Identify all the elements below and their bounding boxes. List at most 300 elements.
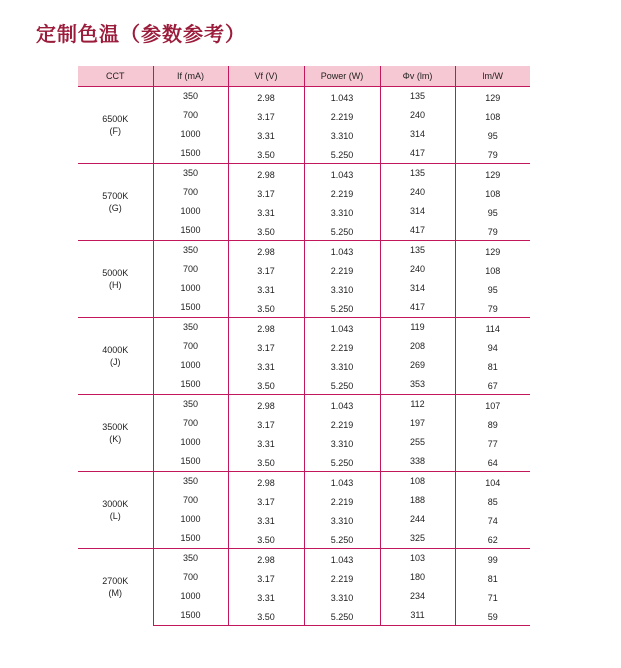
- table-row: [78, 394, 530, 414]
- power-value: 5.250: [330, 458, 354, 468]
- vf-cell: [228, 298, 304, 318]
- vf-value: 3.50: [257, 535, 275, 545]
- table-row: [78, 471, 530, 491]
- if-cell: [153, 106, 228, 125]
- efficacy-cell: [455, 548, 530, 568]
- vf-value: 3.50: [257, 150, 275, 160]
- efficacy-cell: [455, 452, 530, 472]
- power-cell: [304, 240, 380, 260]
- efficacy-value: 104: [485, 478, 501, 488]
- vf-value: 3.50: [257, 612, 275, 622]
- efficacy-value: 95: [487, 285, 498, 295]
- if-value: 1000: [180, 360, 201, 370]
- power-value: 1.043: [330, 93, 354, 103]
- if-cell: [153, 183, 228, 202]
- power-value: 2.219: [330, 420, 354, 430]
- if-value: 1500: [180, 456, 201, 466]
- header-vf: Vf (V): [228, 66, 304, 86]
- efficacy-cell: [455, 568, 530, 587]
- efficacy-value: 81: [487, 362, 498, 372]
- power-cell: [304, 394, 380, 414]
- if-cell: [153, 452, 228, 472]
- if-cell: [153, 510, 228, 529]
- table-row: [78, 317, 530, 337]
- flux-cell: [380, 587, 455, 606]
- vf-value: 3.31: [257, 593, 275, 603]
- if-cell: [153, 471, 228, 491]
- efficacy-value: 77: [487, 439, 498, 449]
- if-cell: [153, 260, 228, 279]
- power-cell: [304, 86, 380, 106]
- if-value: 350: [182, 245, 199, 255]
- power-cell: [304, 125, 380, 144]
- power-value: 5.250: [330, 304, 354, 314]
- efficacy-value: 108: [485, 112, 501, 122]
- flux-value: 314: [409, 129, 426, 139]
- efficacy-cell: [455, 86, 530, 106]
- if-value: 700: [182, 110, 199, 120]
- if-cell: [153, 163, 228, 183]
- vf-cell: [228, 587, 304, 606]
- vf-cell: [228, 183, 304, 202]
- power-cell: [304, 471, 380, 491]
- vf-cell: [228, 394, 304, 414]
- if-cell: [153, 125, 228, 144]
- efficacy-value: 59: [487, 612, 498, 622]
- efficacy-value: 108: [485, 266, 501, 276]
- flux-cell: [380, 510, 455, 529]
- flux-value: 108: [409, 476, 426, 486]
- efficacy-value: 71: [487, 593, 498, 603]
- vf-cell: [228, 260, 304, 279]
- vf-value: 2.98: [257, 170, 275, 180]
- vf-value: 3.17: [257, 574, 275, 584]
- power-cell: [304, 433, 380, 452]
- vf-cell: [228, 163, 304, 183]
- flux-value: 314: [409, 283, 426, 293]
- cct-cell: [78, 86, 153, 163]
- efficacy-cell: [455, 106, 530, 125]
- header-if: If (mA): [153, 66, 228, 86]
- flux-value: 197: [409, 418, 426, 428]
- efficacy-value: 62: [487, 535, 498, 545]
- power-value: 5.250: [330, 612, 354, 622]
- cct-value: 3000K: [102, 498, 129, 509]
- if-cell: [153, 375, 228, 395]
- power-cell: [304, 144, 380, 164]
- vf-cell: [228, 452, 304, 472]
- vf-value: 2.98: [257, 401, 275, 411]
- efficacy-cell: [455, 606, 530, 626]
- efficacy-value: 64: [487, 458, 498, 468]
- flux-cell: [380, 394, 455, 414]
- power-cell: [304, 106, 380, 125]
- power-cell: [304, 221, 380, 241]
- if-cell: [153, 298, 228, 318]
- vf-cell: [228, 414, 304, 433]
- if-value: 700: [182, 495, 199, 505]
- vf-cell: [228, 144, 304, 164]
- efficacy-cell: [455, 144, 530, 164]
- if-value: 1500: [180, 225, 201, 235]
- if-value: 700: [182, 572, 199, 582]
- flux-cell: [380, 606, 455, 626]
- flux-value: 240: [409, 187, 426, 197]
- flux-value: 188: [409, 495, 426, 505]
- power-value: 5.250: [330, 535, 354, 545]
- vf-value: 3.31: [257, 208, 275, 218]
- efficacy-cell: [455, 337, 530, 356]
- power-value: 3.310: [330, 131, 354, 141]
- vf-value: 3.17: [257, 497, 275, 507]
- power-value: 2.219: [330, 189, 354, 199]
- if-value: 1500: [180, 533, 201, 543]
- vf-cell: [228, 529, 304, 549]
- vf-cell: [228, 317, 304, 337]
- flux-cell: [380, 183, 455, 202]
- cct-code: (J): [110, 356, 121, 367]
- vf-cell: [228, 337, 304, 356]
- power-value: 3.310: [330, 362, 354, 372]
- power-cell: [304, 491, 380, 510]
- vf-cell: [228, 125, 304, 144]
- vf-cell: [228, 106, 304, 125]
- if-value: 1000: [180, 206, 201, 216]
- flux-cell: [380, 163, 455, 183]
- efficacy-cell: [455, 587, 530, 606]
- efficacy-cell: [455, 510, 530, 529]
- power-cell: [304, 587, 380, 606]
- flux-value: 119: [410, 322, 425, 332]
- flux-cell: [380, 529, 455, 549]
- efficacy-cell: [455, 414, 530, 433]
- vf-cell: [228, 356, 304, 375]
- vf-value: 3.31: [257, 131, 275, 141]
- if-cell: [153, 221, 228, 241]
- if-value: 700: [182, 264, 199, 274]
- header-flux: Φv (lm): [380, 66, 455, 86]
- if-value: 1500: [180, 302, 201, 312]
- flux-value: 311: [410, 610, 425, 620]
- power-value: 2.219: [330, 343, 354, 353]
- vf-value: 2.98: [257, 555, 275, 565]
- efficacy-value: 129: [485, 247, 501, 257]
- vf-cell: [228, 202, 304, 221]
- cct-value: 5000K: [102, 267, 129, 278]
- power-value: 2.219: [330, 112, 354, 122]
- flux-value: 244: [409, 514, 426, 524]
- vf-value: 3.17: [257, 189, 275, 199]
- if-value: 1000: [180, 437, 201, 447]
- cct-value: 3500K: [102, 421, 129, 432]
- flux-value: 353: [409, 379, 426, 389]
- efficacy-value: 67: [487, 381, 498, 391]
- efficacy-cell: [455, 163, 530, 183]
- efficacy-value: 94: [487, 343, 498, 353]
- vf-cell: [228, 568, 304, 587]
- efficacy-value: 89: [487, 420, 498, 430]
- power-value: 1.043: [330, 478, 354, 488]
- flux-cell: [380, 337, 455, 356]
- flux-value: 112: [410, 399, 425, 409]
- if-cell: [153, 240, 228, 260]
- if-value: 350: [182, 399, 199, 409]
- cct-code: (G): [108, 202, 122, 213]
- power-cell: [304, 452, 380, 472]
- vf-cell: [228, 548, 304, 568]
- header-cct: CCT: [78, 66, 153, 86]
- if-cell: [153, 414, 228, 433]
- cct-code: (F): [109, 125, 121, 136]
- if-value: 1500: [180, 379, 201, 389]
- table-row: [78, 548, 530, 568]
- flux-value: 135: [409, 245, 426, 255]
- vf-value: 3.31: [257, 285, 275, 295]
- vf-cell: [228, 375, 304, 395]
- flux-value: 417: [409, 148, 426, 158]
- power-value: 2.219: [330, 497, 354, 507]
- efficacy-value: 95: [487, 208, 498, 218]
- if-value: 350: [182, 553, 199, 563]
- efficacy-cell: [455, 375, 530, 395]
- if-cell: [153, 491, 228, 510]
- cct-cell: [78, 471, 153, 548]
- cct-value: 2700K: [102, 575, 129, 586]
- power-cell: [304, 356, 380, 375]
- vf-cell: [228, 606, 304, 626]
- flux-value: 234: [409, 591, 426, 601]
- power-value: 3.310: [330, 516, 354, 526]
- if-value: 350: [182, 476, 199, 486]
- flux-value: 338: [409, 456, 426, 466]
- table-row: [78, 86, 530, 106]
- if-value: 700: [182, 418, 199, 428]
- efficacy-cell: [455, 202, 530, 221]
- flux-cell: [380, 144, 455, 164]
- efficacy-cell: [455, 298, 530, 318]
- cct-code: (M): [108, 587, 122, 598]
- flux-cell: [380, 414, 455, 433]
- efficacy-value: 81: [487, 574, 498, 584]
- efficacy-value: 74: [487, 516, 498, 526]
- vf-cell: [228, 510, 304, 529]
- efficacy-value: 129: [485, 170, 501, 180]
- vf-value: 3.31: [257, 362, 275, 372]
- if-cell: [153, 86, 228, 106]
- cct-cell: [78, 317, 153, 394]
- vf-cell: [228, 471, 304, 491]
- power-cell: [304, 279, 380, 298]
- efficacy-cell: [455, 491, 530, 510]
- vf-value: 3.50: [257, 381, 275, 391]
- header-power: Power (W): [304, 66, 380, 86]
- if-cell: [153, 317, 228, 337]
- efficacy-cell: [455, 317, 530, 337]
- efficacy-value: 79: [487, 150, 498, 160]
- if-value: 1000: [180, 129, 201, 139]
- power-cell: [304, 606, 380, 626]
- vf-value: 3.17: [257, 266, 275, 276]
- power-value: 3.310: [330, 439, 354, 449]
- flux-cell: [380, 491, 455, 510]
- page-title: 定制色温（参数参考）: [36, 22, 246, 46]
- power-cell: [304, 375, 380, 395]
- flux-value: 135: [409, 91, 426, 101]
- vf-value: 3.50: [257, 304, 275, 314]
- flux-cell: [380, 452, 455, 472]
- efficacy-value: 99: [487, 555, 498, 565]
- power-value: 3.310: [330, 593, 354, 603]
- cct-cell: [78, 548, 153, 625]
- cct-value: 5700K: [102, 190, 129, 201]
- flux-cell: [380, 433, 455, 452]
- flux-cell: [380, 202, 455, 221]
- power-value: 5.250: [330, 227, 354, 237]
- if-value: 350: [182, 91, 199, 101]
- efficacy-cell: [455, 240, 530, 260]
- if-cell: [153, 202, 228, 221]
- if-value: 1000: [180, 591, 201, 601]
- efficacy-value: 114: [485, 324, 500, 334]
- power-value: 1.043: [330, 324, 354, 334]
- flux-value: 208: [409, 341, 426, 351]
- if-value: 350: [182, 168, 199, 178]
- if-value: 1000: [180, 283, 201, 293]
- power-cell: [304, 337, 380, 356]
- if-cell: [153, 394, 228, 414]
- flux-cell: [380, 260, 455, 279]
- flux-cell: [380, 106, 455, 125]
- power-cell: [304, 568, 380, 587]
- if-cell: [153, 337, 228, 356]
- if-cell: [153, 568, 228, 587]
- vf-value: 2.98: [257, 247, 275, 257]
- flux-value: 240: [409, 110, 426, 120]
- cct-cell: [78, 394, 153, 471]
- flux-value: 135: [409, 168, 426, 178]
- if-value: 350: [182, 322, 199, 332]
- efficacy-cell: [455, 183, 530, 202]
- flux-cell: [380, 279, 455, 298]
- power-value: 5.250: [330, 381, 354, 391]
- if-cell: [153, 606, 228, 626]
- vf-value: 2.98: [257, 478, 275, 488]
- vf-cell: [228, 491, 304, 510]
- power-cell: [304, 202, 380, 221]
- efficacy-value: 79: [487, 227, 498, 237]
- vf-cell: [228, 86, 304, 106]
- flux-value: 103: [409, 553, 426, 563]
- flux-cell: [380, 568, 455, 587]
- vf-value: 3.17: [257, 112, 275, 122]
- efficacy-value: 95: [487, 131, 498, 141]
- efficacy-cell: [455, 221, 530, 241]
- power-cell: [304, 510, 380, 529]
- power-cell: [304, 183, 380, 202]
- flux-cell: [380, 471, 455, 491]
- efficacy-value: 79: [487, 304, 498, 314]
- vf-cell: [228, 433, 304, 452]
- efficacy-cell: [455, 260, 530, 279]
- flux-value: 314: [409, 206, 426, 216]
- flux-value: 269: [409, 360, 426, 370]
- flux-cell: [380, 125, 455, 144]
- vf-value: 3.17: [257, 420, 275, 430]
- power-value: 5.250: [330, 150, 354, 160]
- if-value: 700: [182, 341, 199, 351]
- power-cell: [304, 260, 380, 279]
- vf-value: 3.31: [257, 516, 275, 526]
- power-value: 3.310: [330, 208, 354, 218]
- flux-cell: [380, 221, 455, 241]
- flux-value: 255: [409, 437, 426, 447]
- efficacy-cell: [455, 279, 530, 298]
- if-value: 1500: [180, 610, 201, 620]
- flux-cell: [380, 298, 455, 318]
- table-header-row: [78, 66, 530, 86]
- power-cell: [304, 317, 380, 337]
- header-efficacy: lm/W: [455, 66, 530, 86]
- vf-value: 2.98: [257, 93, 275, 103]
- cct-cell: [78, 163, 153, 240]
- if-cell: [153, 144, 228, 164]
- power-cell: [304, 548, 380, 568]
- efficacy-cell: [455, 394, 530, 414]
- table-row: [78, 240, 530, 260]
- power-cell: [304, 163, 380, 183]
- vf-cell: [228, 279, 304, 298]
- vf-value: 3.50: [257, 227, 275, 237]
- flux-cell: [380, 240, 455, 260]
- flux-cell: [380, 356, 455, 375]
- flux-value: 240: [409, 264, 426, 274]
- if-cell: [153, 356, 228, 375]
- efficacy-value: 85: [487, 497, 498, 507]
- power-value: 1.043: [330, 401, 354, 411]
- efficacy-value: 107: [485, 401, 501, 411]
- vf-value: 3.50: [257, 458, 275, 468]
- power-value: 1.043: [330, 170, 354, 180]
- cct-value: 4000K: [102, 344, 129, 355]
- flux-cell: [380, 86, 455, 106]
- power-value: 1.043: [330, 555, 354, 565]
- flux-value: 180: [409, 572, 426, 582]
- vf-value: 2.98: [257, 324, 275, 334]
- flux-value: 417: [409, 302, 426, 312]
- if-cell: [153, 587, 228, 606]
- if-cell: [153, 529, 228, 549]
- if-cell: [153, 548, 228, 568]
- flux-value: 417: [409, 225, 426, 235]
- efficacy-value: 108: [485, 189, 501, 199]
- flux-cell: [380, 317, 455, 337]
- power-value: 2.219: [330, 574, 354, 584]
- table-body: [78, 86, 530, 625]
- vf-cell: [228, 240, 304, 260]
- power-value: 3.310: [330, 285, 354, 295]
- cct-code: (K): [109, 433, 122, 444]
- table-row: [78, 163, 530, 183]
- if-value: 1500: [180, 148, 201, 158]
- power-cell: [304, 414, 380, 433]
- flux-cell: [380, 375, 455, 395]
- if-cell: [153, 433, 228, 452]
- efficacy-cell: [455, 356, 530, 375]
- cct-value: 6500K: [102, 113, 129, 124]
- power-cell: [304, 529, 380, 549]
- flux-cell: [380, 548, 455, 568]
- efficacy-cell: [455, 433, 530, 452]
